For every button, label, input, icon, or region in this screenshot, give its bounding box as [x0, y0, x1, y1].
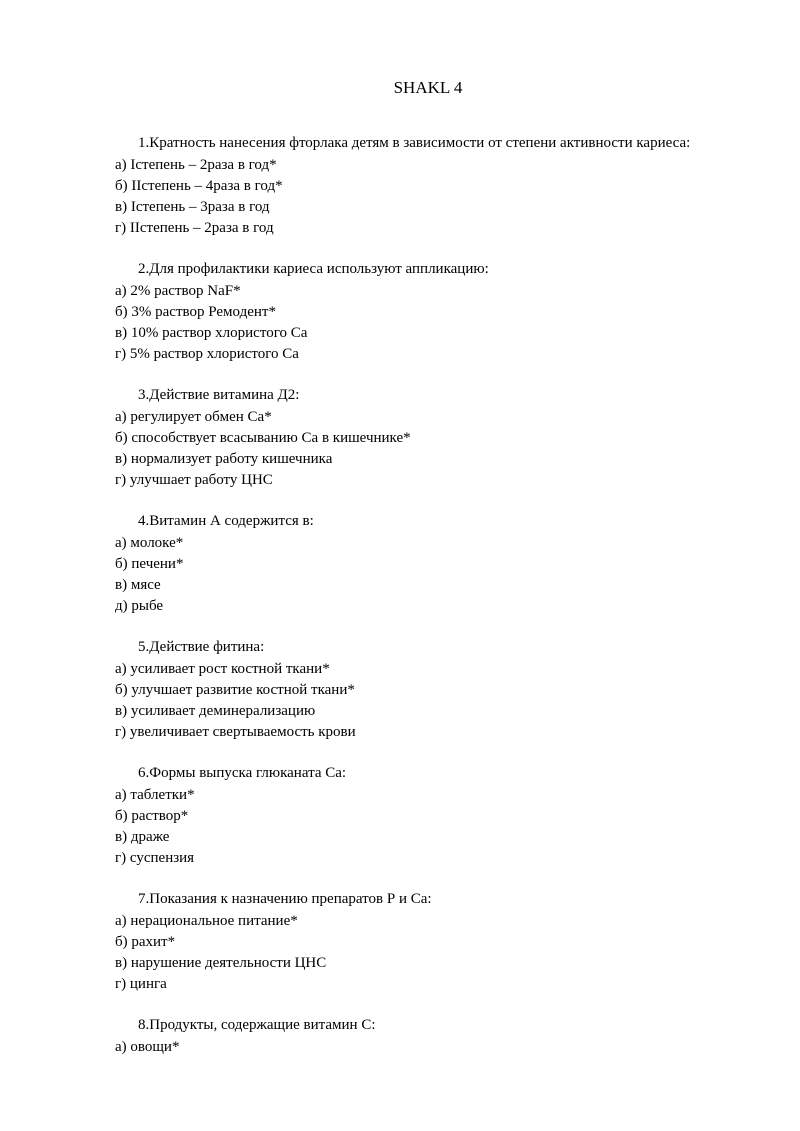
question-text: 1.Кратность нанесения фторлака детям в зависимости от степени активности кариеса:: [138, 135, 691, 151]
question-text: 5.Действие фитина:: [138, 639, 265, 655]
question-5: [115, 637, 765, 743]
answer-option: а) нерациональное питание*: [115, 913, 298, 929]
answer-option: а) молоке*: [115, 535, 184, 551]
answer-option: в) нормализует работу кишечника: [115, 451, 333, 467]
answer-option: г) IIстепень – 2раза в год: [115, 220, 274, 236]
answer-option: а) регулирует обмен Са*: [115, 409, 272, 425]
answer-option: б) печени*: [115, 556, 184, 572]
question-2: [115, 259, 765, 365]
question-text: 7.Показания к назначению препаратов Р и Са:: [138, 891, 432, 907]
answer-option: в) драже: [115, 829, 170, 845]
question-8: [115, 1015, 765, 1058]
answer-option: г) суспензия: [115, 850, 195, 866]
question-text: 3.Действие витамина Д2:: [138, 387, 300, 403]
answer-option: в) Iстепень – 3раза в год: [115, 199, 270, 215]
answer-option: г) улучшает работу ЦНС: [115, 472, 273, 488]
answer-option: б) рахит*: [115, 934, 176, 950]
question-text: 6.Формы выпуска глюканата Са:: [138, 765, 347, 781]
answer-option: а) усиливает рост костной ткани*: [115, 661, 330, 677]
answer-option: в) нарушение деятельности ЦНС: [115, 955, 327, 971]
answer-option: а) овощи*: [115, 1039, 180, 1055]
answer-option: г) цинга: [115, 976, 167, 992]
answer-option: б) IIстепень – 4раза в год*: [115, 178, 283, 194]
answer-option: б) улучшает развитие костной ткани*: [115, 682, 355, 698]
answer-option: в) усиливает деминерализацию: [115, 703, 316, 719]
question-text: 2.Для профилактики кариеса используют аппликацию:: [138, 261, 489, 277]
answer-option: д) рыбе: [115, 598, 164, 614]
question-6: [115, 763, 765, 869]
answer-option: а) таблетки*: [115, 787, 195, 803]
answer-option: в) 10% раствор хлористого Са: [115, 325, 308, 341]
answer-option: б) раствор*: [115, 808, 189, 824]
question-text: 4.Витамин А содержится в:: [138, 513, 314, 529]
question-7: [115, 889, 765, 995]
question-4: [115, 511, 765, 617]
question-text: 8.Продукты, содержащие витамин С:: [138, 1017, 376, 1033]
question-list: [115, 133, 765, 1078]
answer-option: а) Iстепень – 2раза в год*: [115, 157, 277, 173]
answer-option: б) способствует всасыванию Са в кишечнике*: [115, 430, 411, 446]
page-title: SHAKL 4: [393, 78, 463, 97]
answer-option: г) увеличивает свертываемость крови: [115, 724, 356, 740]
answer-option: г) 5% раствор хлористого Са: [115, 346, 299, 362]
answer-option: б) 3% раствор Ремодент*: [115, 304, 276, 320]
question-3: [115, 385, 765, 491]
answer-option: а) 2% раствор NaF*: [115, 283, 241, 299]
question-1: [115, 133, 765, 239]
answer-option: в) мясе: [115, 577, 161, 593]
